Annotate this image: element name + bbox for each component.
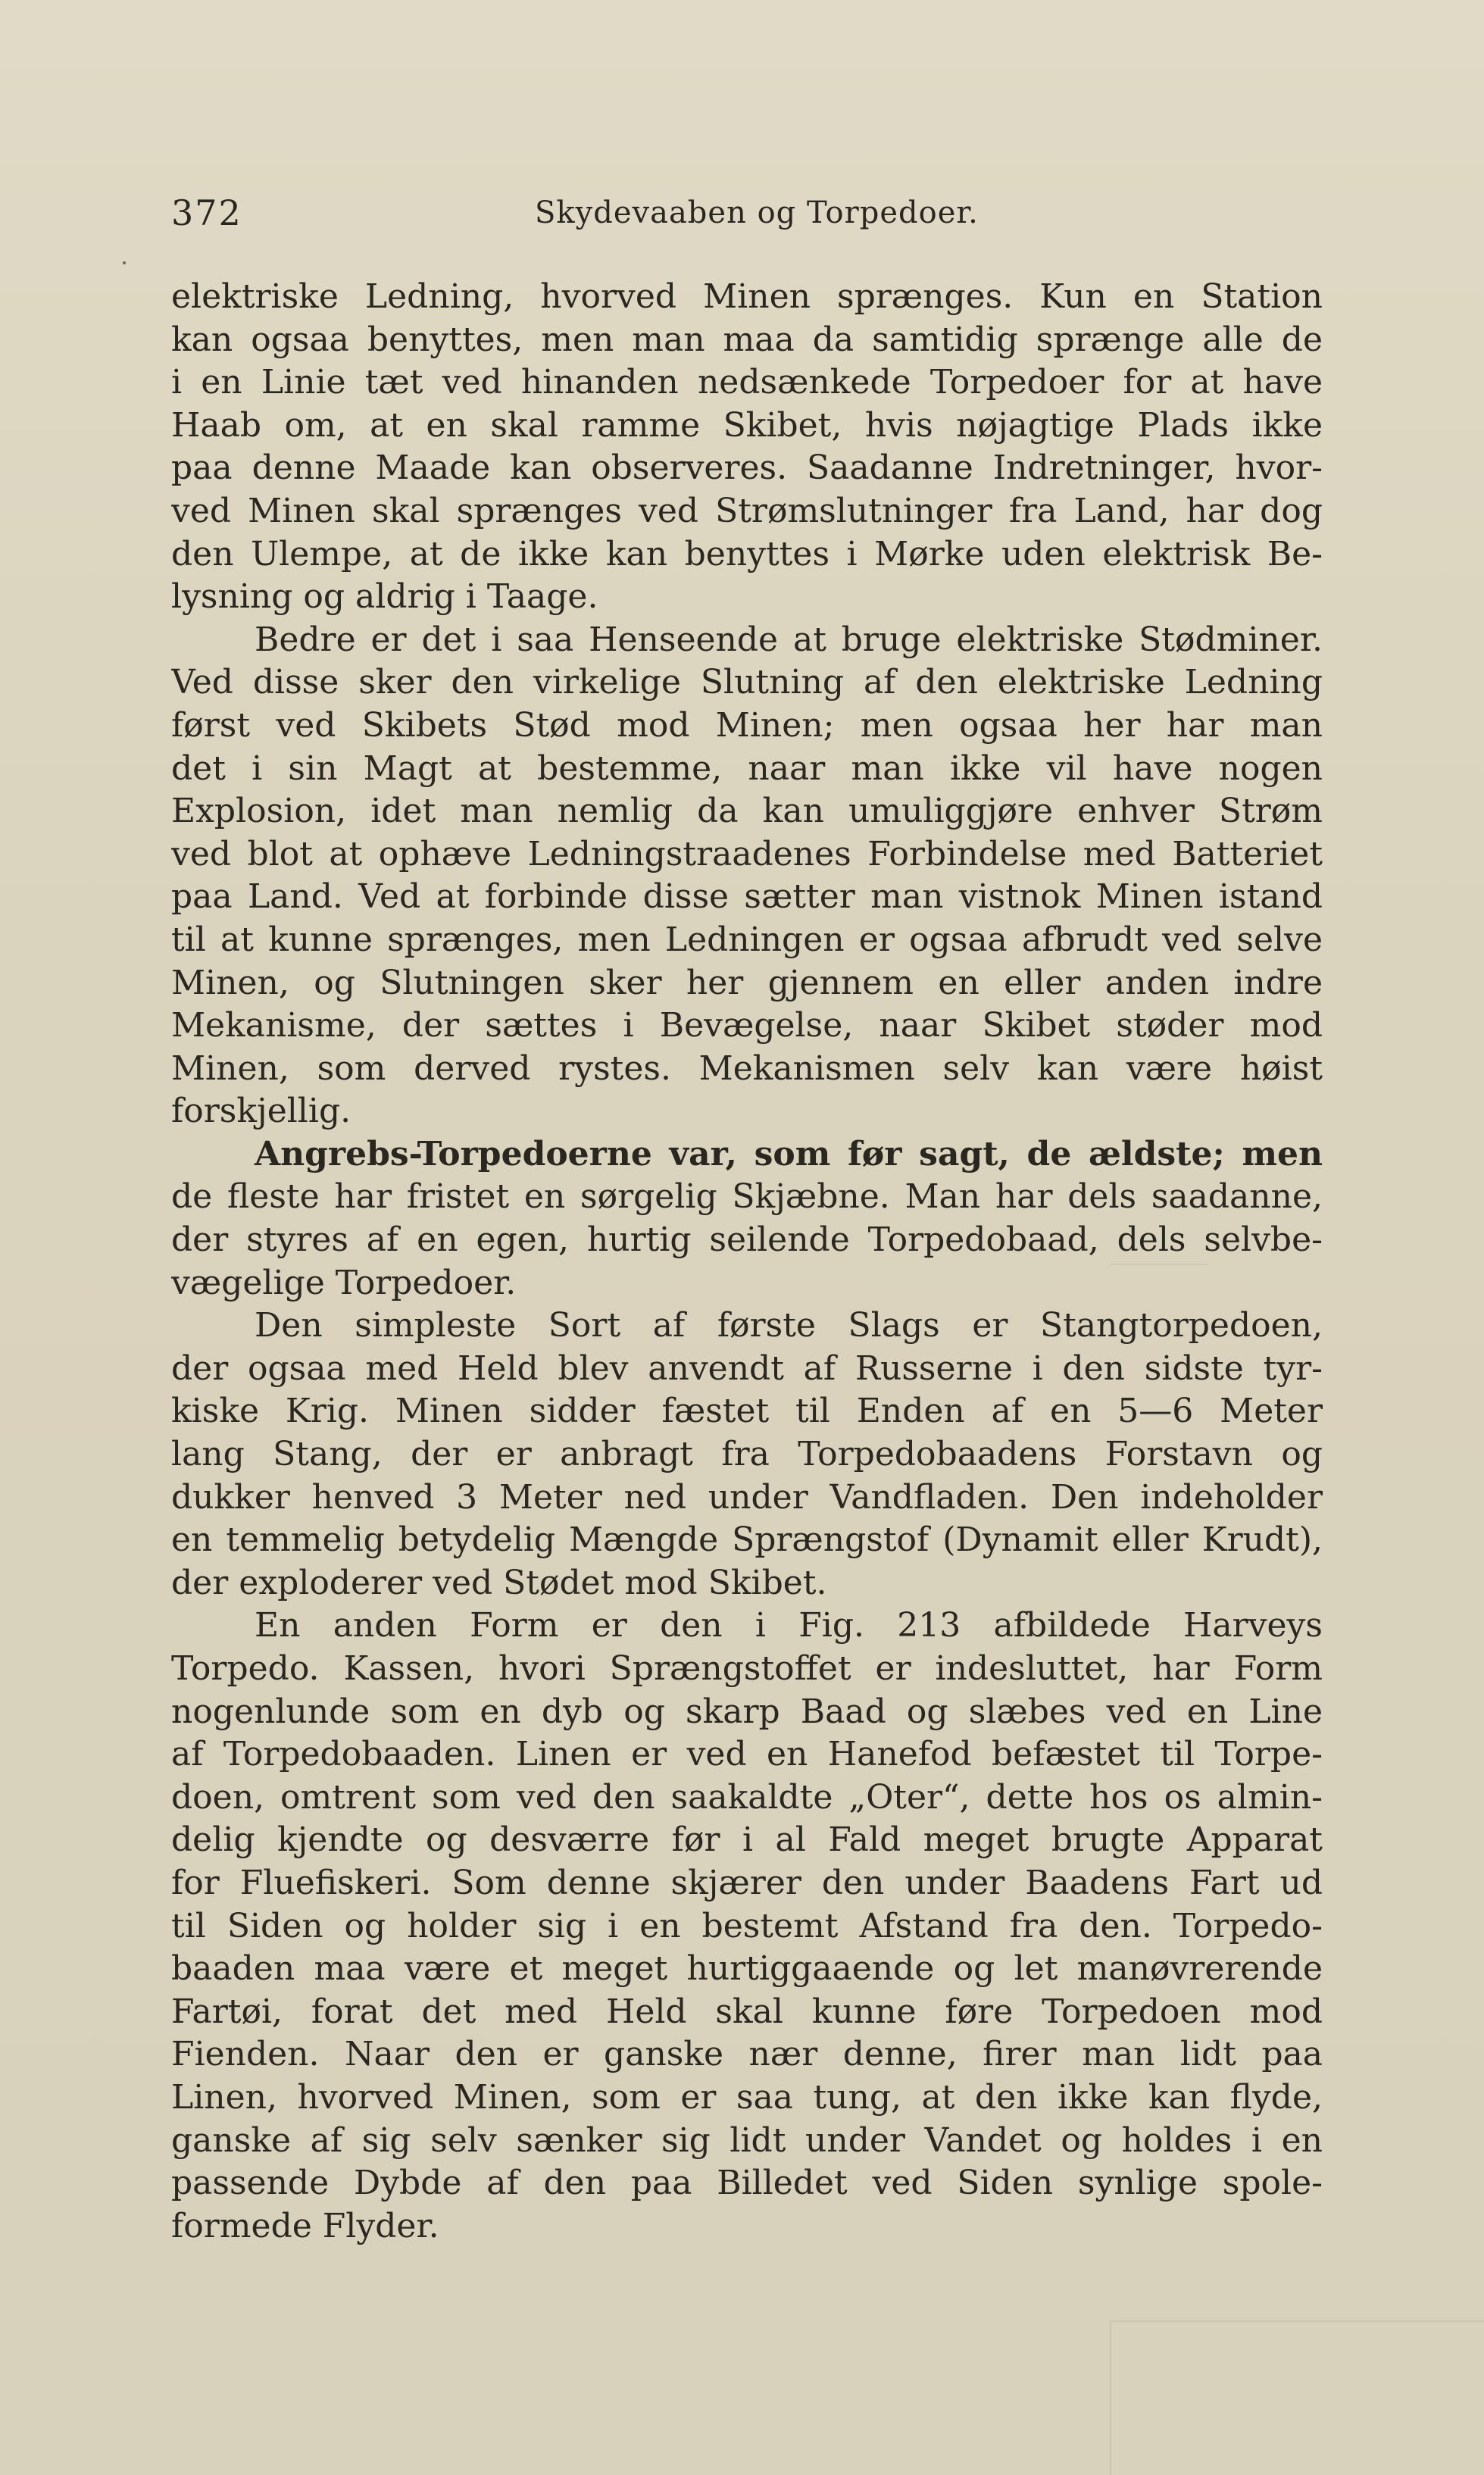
text-line: kiske Krig. Minen sidder fæstet til Enden af en 5—6 Meter xyxy=(171,1392,1323,1431)
text-line: Minen, som derved rystes. Mekanismen selv kan være høist xyxy=(171,1048,1323,1088)
text-line: Linen, hvorved Minen, som er saa tung, at den ikke kan flyde, xyxy=(171,2077,1323,2117)
text-line: til at kunne sprænges, men Ledningen er ogsaa afbrudt ved selve xyxy=(171,920,1323,959)
text-line: doen, omtrent som ved den saakaldte „Oter“, dette hos os almin- xyxy=(171,1777,1323,1817)
text-line: passende Dybde af den paa Billedet ved Siden synlige spole- xyxy=(171,2164,1323,2203)
text-line: paa Land. Ved at forbinde disse sætter man vistnok Minen istand xyxy=(171,877,1323,917)
text-line: dukker henved 3 Meter ned under Vandfladen. Den indeholder xyxy=(171,1477,1323,1517)
text-line: Fartøi, forat det med Held skal kunne føre Torpedoen mod xyxy=(171,1992,1323,2031)
text-line: Ved disse sker den virkelige Slutning af den elektriske Ledning xyxy=(171,663,1323,702)
text-line-heading: Angrebs-Torpedoerne var, som før sagt, de ældste; men xyxy=(255,1134,1323,1173)
page-number: 372 xyxy=(171,192,242,233)
text-line: først ved Skibets Stød mod Minen; men ogsaa her har man xyxy=(171,705,1323,745)
text-line: ved Minen skal sprænges ved Strømslutninger fra Land, har dog xyxy=(171,491,1323,530)
text-line: En anden Form er den i Fig. 213 afbildede Harveys xyxy=(255,1606,1323,1645)
text-line: paa denne Maade kan observeres. Saadanne Indretninger, hvor- xyxy=(171,448,1323,488)
text-line: Explosion, idet man nemlig da kan umuliggjøre enhver Strøm xyxy=(171,792,1323,831)
text-line: Fienden. Naar den er ganske nær denne, firer man lidt paa xyxy=(171,2035,1323,2074)
text-line: Minen, og Slutningen sker her gjennem en eller anden indre xyxy=(171,963,1323,1002)
text-line: forskjellig. xyxy=(171,1092,351,1131)
ink-speck xyxy=(123,261,126,264)
text-line: delig kjendte og desværre før i al Fald meget brugte Apparat xyxy=(171,1820,1323,1860)
text-line: det i sin Magt at bestemme, naar man ikke vil have nogen xyxy=(171,748,1323,788)
scan-corner-mark xyxy=(1110,2320,1484,2475)
text-line: elektriske Ledning, hvorved Minen sprænges. Kun en Station xyxy=(171,277,1323,316)
text-line: den Ulempe, at de ikke kan benyttes i Mørke uden elektrisk Be- xyxy=(171,534,1323,573)
text-line: af Torpedobaaden. Linen er ved en Hanefod befæstet til Torpe- xyxy=(171,1735,1323,1774)
text-line: Den simpleste Sort af første Slags er Stangtorpedoen, xyxy=(255,1306,1323,1345)
text-line: de fleste har fristet en sørgelig Skjæbne. Man har dels saadanne, xyxy=(171,1177,1323,1217)
text-line: formede Flyder. xyxy=(171,2206,439,2245)
text-line: kan ogsaa benyttes, men man maa da samtidig sprænge alle de xyxy=(171,320,1323,359)
text-line: Haab om, at en skal ramme Skibet, hvis nøjagtige Plads ikke xyxy=(171,405,1323,445)
text-line: lang Stang, der er anbragt fra Torpedobaadens Forstavn og xyxy=(171,1435,1323,1474)
text-line: Torpedo. Kassen, hvori Sprængstoffet er indesluttet, har Form xyxy=(171,1649,1323,1688)
text-line: for Fluefiskeri. Som denne skjærer den under Baadens Fart ud xyxy=(171,1863,1323,1902)
text-line: i en Linie tæt ved hinanden nedsænkede Torpedoer for at have xyxy=(171,363,1323,402)
text-line: der styres af en egen, hurtig seilende Torpedobaad, dels selvbe- xyxy=(171,1220,1323,1260)
text-line: til Siden og holder sig i en bestemt Afstand fra den. Torpedo- xyxy=(171,1906,1323,1945)
text-line: ganske af sig selv sænker sig lidt under Vandet og holdes i en xyxy=(171,2120,1323,2160)
text-line: der ogsaa med Held blev anvendt af Russerne i den sidste tyr- xyxy=(171,1348,1323,1388)
text-line: Mekanisme, der sættes i Bevægelse, naar Skibet støder mod xyxy=(171,1006,1323,1045)
text-line: Bedre er det i saa Henseende at bruge elektriske Stødminer. xyxy=(255,620,1323,659)
text-line: lysning og aldrig i Taage. xyxy=(171,577,598,617)
text-line: ved blot at ophæve Ledningstraadenes Forbindelse med Batteriet xyxy=(171,834,1323,873)
running-head: Skydevaaben og Torpedoer. xyxy=(535,195,979,230)
text-line: en temmelig betydelig Mængde Sprængstof (Dynamit eller Krudt), xyxy=(171,1520,1323,1560)
text-line: baaden maa være et meget hurtiggaaende og let manøvrerende xyxy=(171,1949,1323,1989)
page-header xyxy=(171,188,1323,241)
text-line: nogenlunde som en dyb og skarp Baad og slæbes ved en Line xyxy=(171,1692,1323,1731)
page-blemish xyxy=(1110,1264,1208,1265)
body-text xyxy=(171,276,1323,2248)
text-line: vægelige Torpedoer. xyxy=(171,1263,517,1302)
text-line: der exploderer ved Stødet mod Skibet. xyxy=(171,1563,827,1602)
